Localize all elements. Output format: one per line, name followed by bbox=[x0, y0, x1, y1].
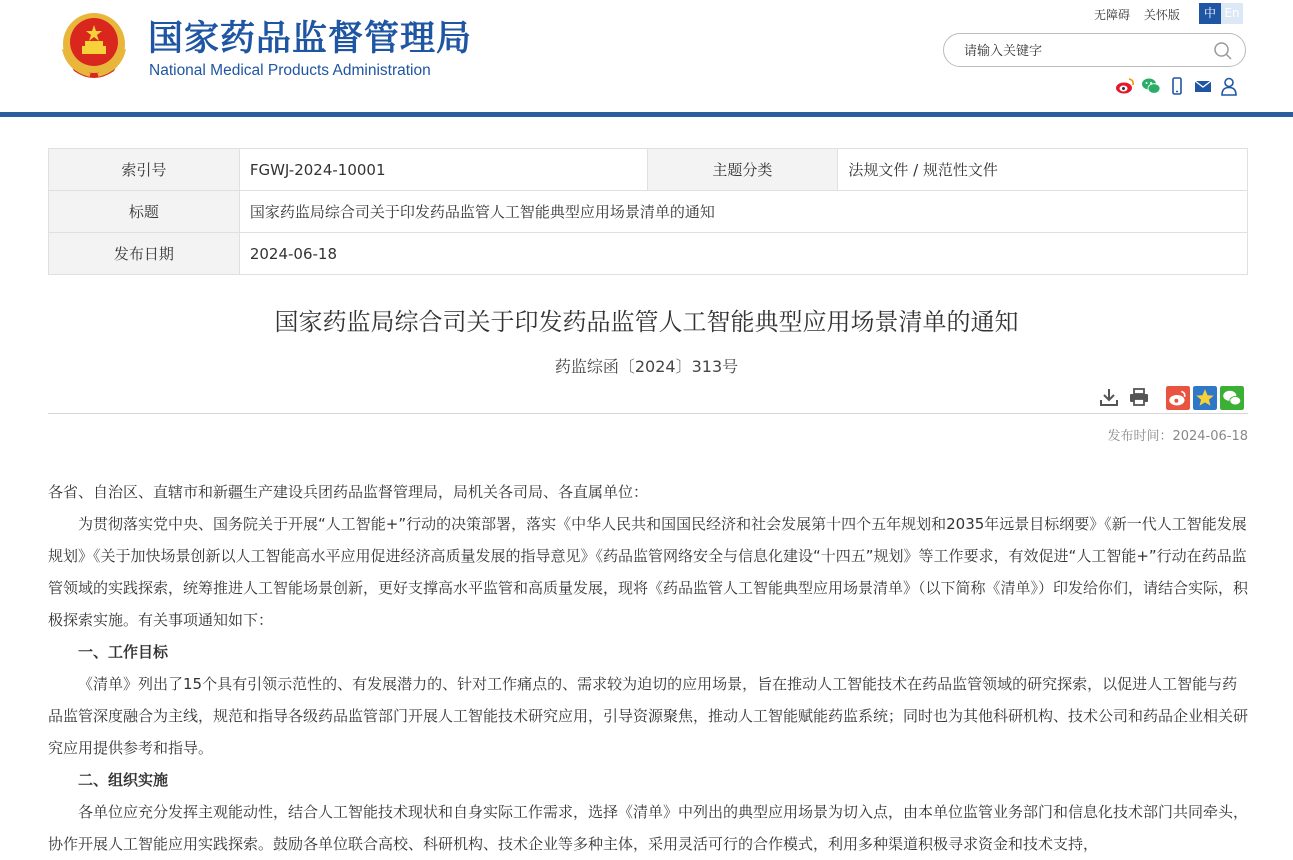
section-heading: 一、工作目标 bbox=[78, 643, 169, 661]
document-number: 药监综函〔2024〕313号 bbox=[554, 357, 739, 376]
site-header bbox=[0, 0, 1293, 112]
user-icon[interactable] bbox=[1219, 76, 1239, 96]
meta-row bbox=[49, 233, 1248, 275]
accessibility-link[interactable]: 无障碍 bbox=[1094, 8, 1131, 22]
mail-icon[interactable] bbox=[1193, 76, 1213, 96]
header-divider-bar bbox=[0, 112, 1293, 117]
paragraph: 为贯彻落实党中央、国务院关于开展“人工智能+”行动的决策部署，落实《中华人民共和国国民经济和社会发展第十四个五年规划和2035年远景目标纲要》《新一代人工智能发展规划》《关于加快场景创新以人工智能高水平应用促进经济高质量发展的指导意见》《药品监管网络安全与信息化建设“十四五”规划》等工作要求，有效促进“人工智能+”行动在药品监管领域的实践探索，统筹推进人工智能场景创新，更好支撑高水平监管和高质量发展，现将《药品监管人工智能典型应用场景清单》（以下简称《清单》）印发给你们，请结合实际，积极探索实施。有关事项通知如下： bbox=[48, 515, 1249, 629]
language-switch bbox=[1199, 3, 1243, 24]
search-icon[interactable] bbox=[1213, 41, 1233, 61]
title-divider bbox=[48, 413, 1248, 414]
title-value: 国家药监局综合司关于印发药品监管人工智能典型应用场景清单的通知 bbox=[239, 191, 1247, 233]
section-heading: 二、组织实施 bbox=[78, 771, 169, 789]
elder-mode-link[interactable]: 关怀版 bbox=[1143, 8, 1180, 22]
mobile-icon[interactable] bbox=[1167, 76, 1187, 96]
share-favorite-icon[interactable] bbox=[1193, 386, 1215, 408]
site-logo-cn[interactable]: 国家药品监督管理局 bbox=[148, 19, 473, 59]
download-icon[interactable] bbox=[1098, 386, 1120, 408]
document-meta-table bbox=[48, 148, 1248, 275]
lang-zh-button[interactable]: 中 bbox=[1199, 3, 1221, 24]
meta-row bbox=[49, 191, 1248, 233]
national-emblem-icon bbox=[60, 11, 128, 81]
document-title: 国家药监局综合司关于印发药品监管人工智能典型应用场景清单的通知 bbox=[274, 308, 1019, 336]
category-label: 主题分类 bbox=[647, 149, 838, 191]
social-links bbox=[1115, 76, 1245, 96]
share-weibo-icon[interactable] bbox=[1166, 386, 1188, 408]
share-wechat-icon[interactable] bbox=[1220, 386, 1242, 408]
index-value: FGWJ-2024-10001 bbox=[239, 149, 647, 191]
date-value: 2024-06-18 bbox=[239, 233, 1247, 275]
paragraph: 《清单》列出了15个具有引领示范性的、有发展潜力的、针对工作痛点的、需求较为迫切的应用场景，旨在推动人工智能技术在药品监管领域的研究探索，以促进人工智能与药品监管深度融合为主线，规范和指导各级药品监管部门开展人工智能技术研究应用，引导资源聚焦，推动人工智能赋能药监系统；同时也为其他科研机构、技术公司和药品企业相关研究应用提供参考和指导。 bbox=[48, 675, 1249, 757]
index-label: 索引号 bbox=[49, 149, 240, 191]
salutation: 各省、自治区、直辖市和新疆生产建设兵团药品监督管理局，局机关各司局、各直属单位： bbox=[48, 483, 649, 501]
site-logo-en[interactable]: National Medical Products Administration bbox=[149, 62, 431, 79]
lang-en-button[interactable]: En bbox=[1221, 3, 1243, 24]
date-label: 发布日期 bbox=[49, 233, 240, 275]
category-value: 法规文件 / 规范性文件 bbox=[838, 149, 1248, 191]
print-icon[interactable] bbox=[1128, 386, 1150, 408]
article-tools bbox=[1098, 386, 1242, 408]
top-links bbox=[1094, 6, 1190, 23]
weibo-icon[interactable] bbox=[1115, 76, 1135, 96]
search-input[interactable] bbox=[962, 40, 1206, 62]
wechat-icon[interactable] bbox=[1141, 76, 1161, 96]
title-label: 标题 bbox=[49, 191, 240, 233]
article-body bbox=[48, 476, 1248, 860]
paragraph: 各单位应充分发挥主观能动性，结合人工智能技术现状和自身实际工作需求，选择《清单》中列出的典型应用场景为切入点，由本单位监管业务部门和信息化技术部门共同牵头，协作开展人工智能应用实践探索。鼓励各单位联合高校、科研机构、技术企业等多种主体，采用灵活可行的合作模式，利用多种渠道积极寻求资金和技术支持， bbox=[48, 803, 1249, 853]
meta-row bbox=[49, 149, 1248, 191]
search-box bbox=[943, 33, 1246, 67]
publish-time: 发布时间：2024-06-18 bbox=[1107, 429, 1248, 444]
